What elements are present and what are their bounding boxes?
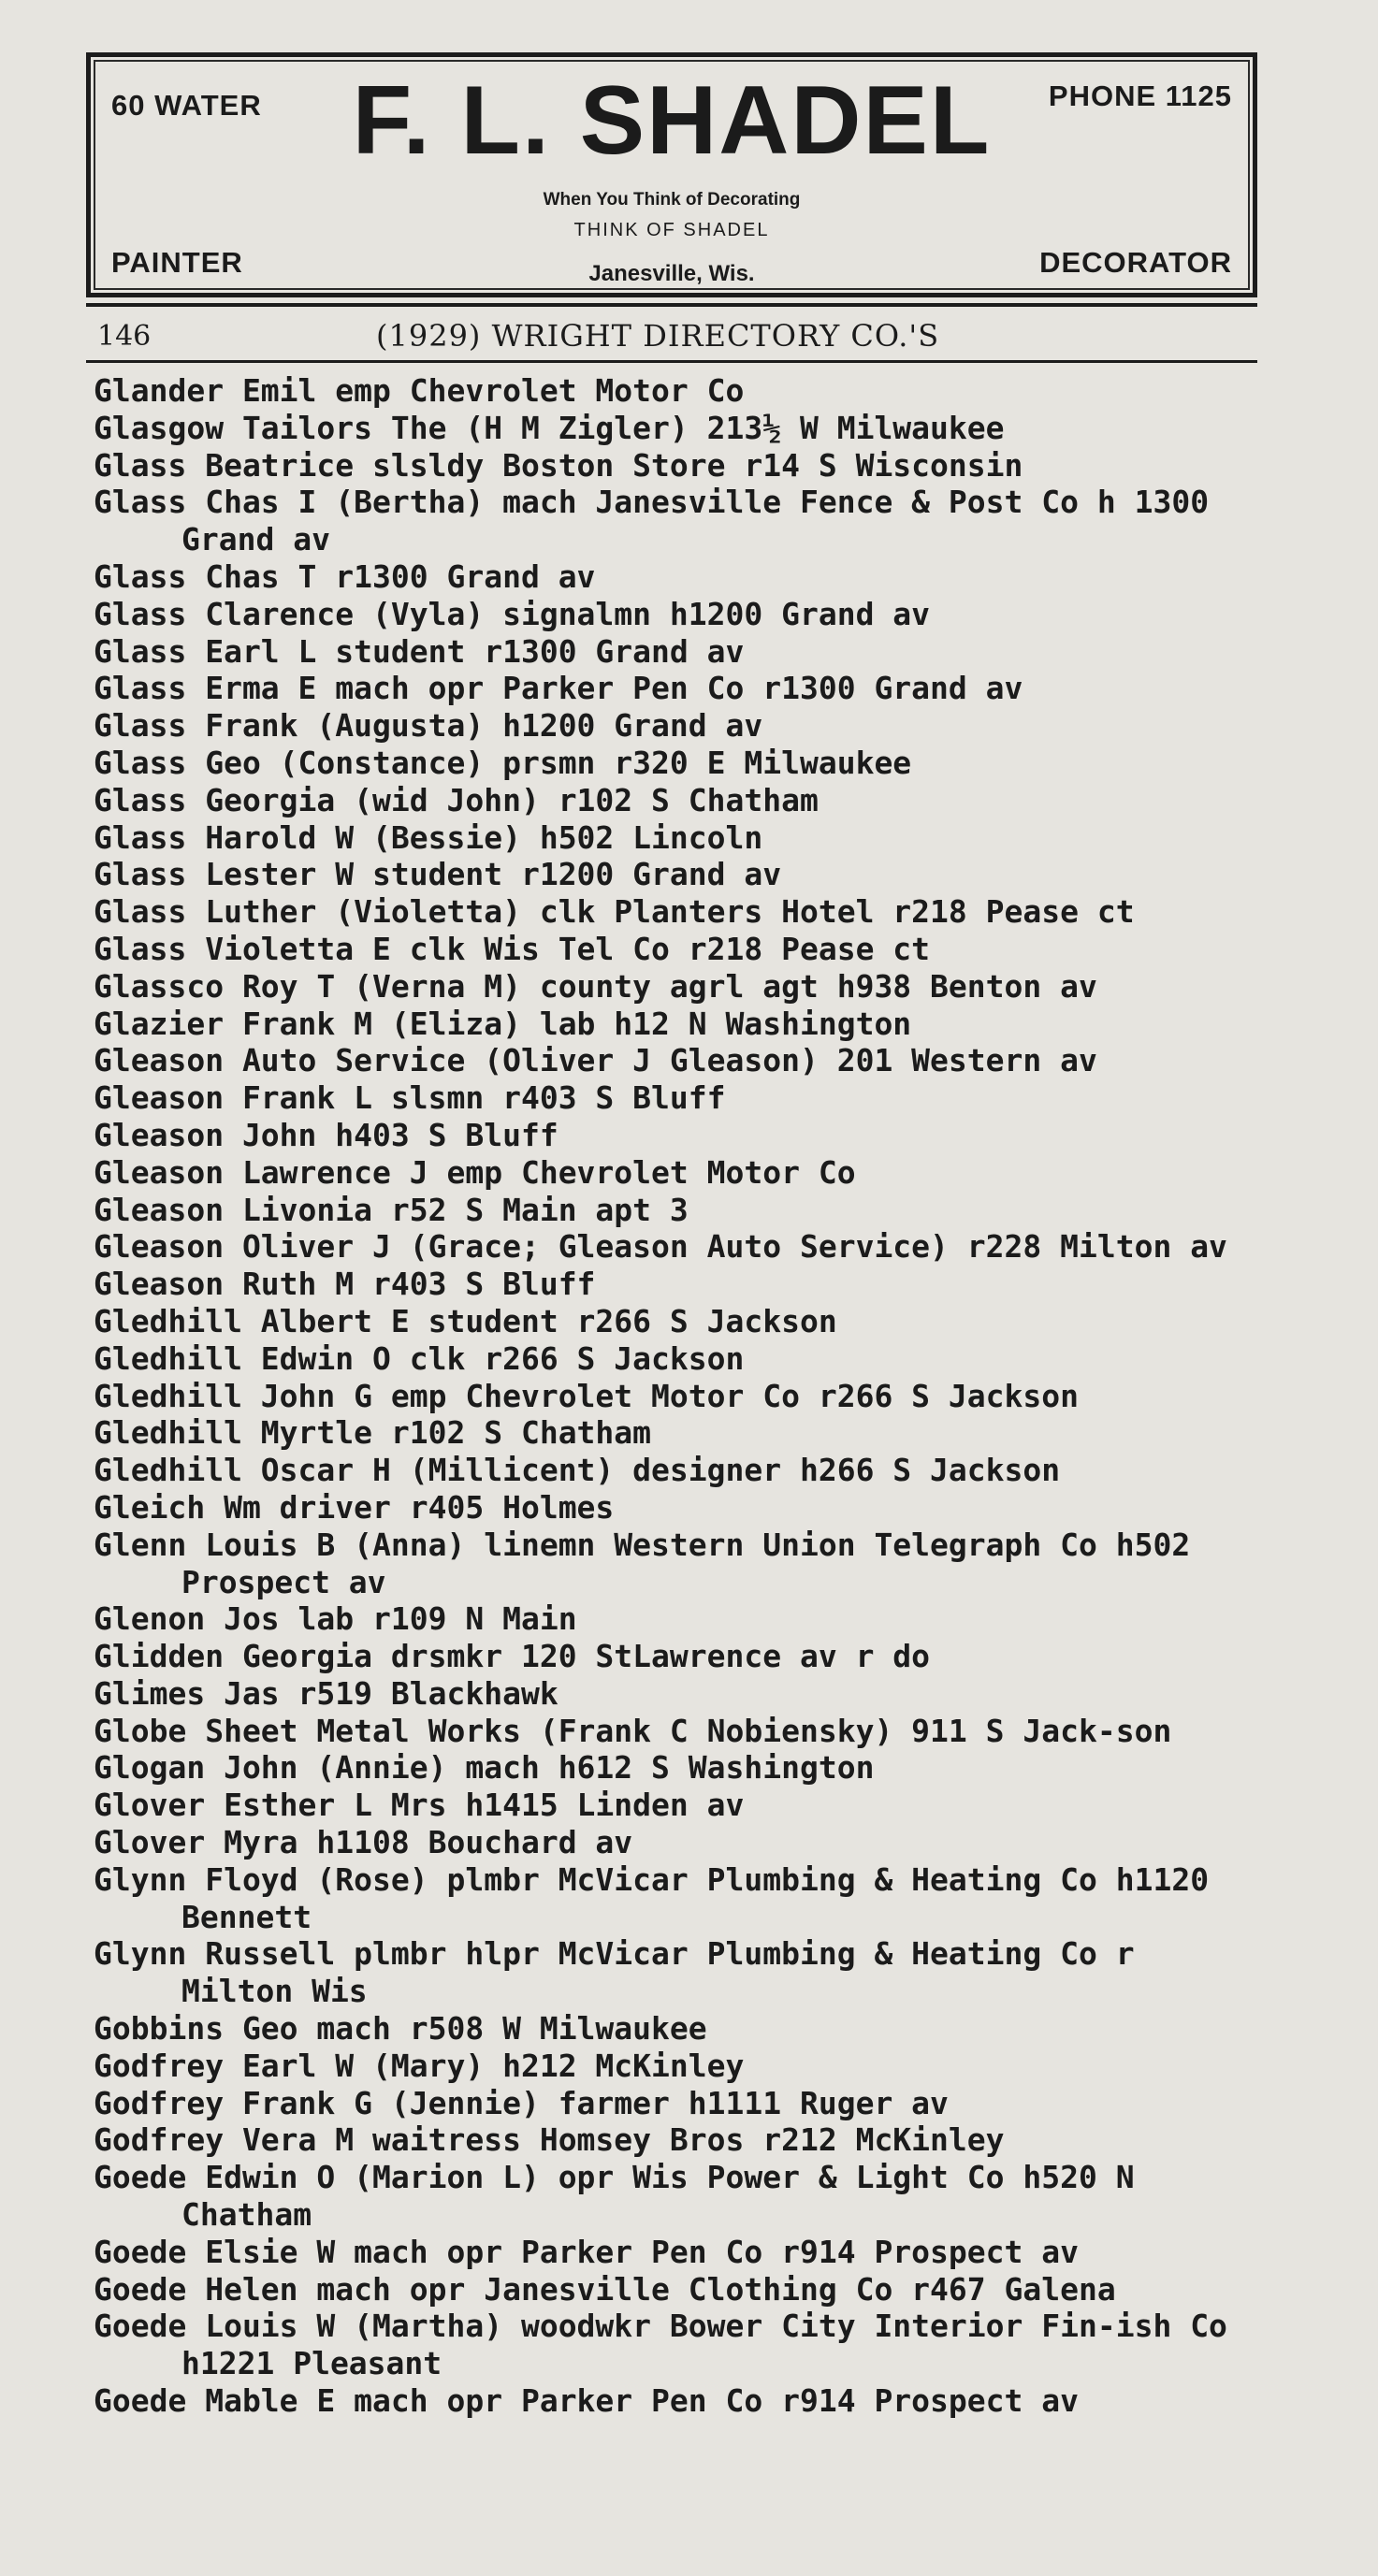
directory-entry: Goede Elsie W mach opr Parker Pen Co r914 Prospect av — [94, 2233, 1079, 2270]
directory-entry: Glimes Jas r519 Blackhawk — [94, 1674, 558, 1712]
directory-entry: Glover Myra h1108 Bouchard av — [94, 1824, 633, 1861]
page-number: 146 — [97, 320, 152, 353]
directory-entry: Glander Emil emp Chevrolet Motor Co — [94, 372, 745, 409]
ad-left-trade: PAINTER — [111, 246, 243, 279]
directory-entry: Glassco Roy T (Verna M) county agrl agt h938 Benton av — [94, 967, 1097, 1005]
directory-entry: Glass Luther (Violetta) clk Planters Hotel r218 Pease ct — [94, 893, 1135, 931]
directory-entry: Gleason Oliver J (Grace; Gleason Auto Service) r228 Milton av — [94, 1228, 1227, 1266]
directory-entry: Glidden Georgia drsmkr 120 StLawrence av r do — [94, 1638, 931, 1675]
directory-entry: Glass Frank (Augusta) h1200 Grand av — [94, 707, 763, 745]
ad-city: Janesville, Wis. — [588, 261, 755, 286]
directory-entry: Glass Chas I (Bertha) mach Janesville Fence & Post Co h 1300 Grand av — [94, 484, 1227, 558]
ad-phone: PHONE 1125 — [1048, 80, 1232, 112]
directory-entry: Glenn Louis B (Anna) linemn Western Union Telegraph Co h502 Prospect av — [94, 1526, 1210, 1600]
directory-entry: Glasgow Tailors The (H M Zigler) 213½ W Milwaukee — [94, 409, 1005, 446]
directory-entry: Glass Clarence (Vyla) signalmn h1200 Grand av — [94, 595, 931, 632]
directory-entry: Glass Erma E mach opr Parker Pen Co r1300 Grand av — [94, 670, 1023, 707]
directory-entry: Gleason John h403 S Bluff — [94, 1116, 558, 1153]
advertisement-box — [86, 52, 1257, 297]
directory-entry: Glynn Floyd (Rose) plmbr McVicar Plumbing & Heating Co h1120 Bennett — [94, 1860, 1227, 1935]
directory-entry: Glazier Frank M (Eliza) lab h12 N Washington — [94, 1005, 912, 1042]
directory-entry: Godfrey Frank G (Jennie) farmer h1111 Ruger av — [94, 2084, 949, 2121]
directory-entry: Glass Georgia (wid John) r102 S Chatham — [94, 781, 819, 818]
directory-entry: Glass Violetta E clk Wis Tel Co r218 Pease ct — [94, 930, 931, 967]
directory-entry: Goede Mable E mach opr Parker Pen Co r914 Prospect av — [94, 2382, 1079, 2420]
directory-entry: Gleason Livonia r52 S Main apt 3 — [94, 1191, 689, 1228]
ad-right-trade: DECORATOR — [1039, 246, 1232, 279]
directory-entry: Glass Lester W student r1200 Grand av — [94, 856, 782, 893]
directory-entry: Gleich Wm driver r405 Holmes — [94, 1488, 615, 1526]
ad-tagline-2: THINK OF SHADEL — [573, 220, 770, 240]
directory-entry: Gleason Ruth M r403 S Bluff — [94, 1266, 596, 1303]
directory-entry: Gledhill Oscar H (Millicent) designer h266 S Jackson — [94, 1452, 1061, 1489]
directory-title: (1929) WRIGHT DIRECTORY CO.'S — [376, 318, 940, 354]
running-header — [86, 303, 1257, 363]
directory-entry: Godfrey Earl W (Mary) h212 McKinley — [94, 2047, 745, 2084]
directory-entry: Gledhill Edwin O clk r266 S Jackson — [94, 1339, 745, 1377]
directory-entry: Gleason Frank L slsmn r403 S Bluff — [94, 1079, 726, 1117]
directory-entry: Gledhill John G emp Chevrolet Motor Co r266 S Jackson — [94, 1377, 1079, 1414]
directory-entry: Glogan John (Annie) mach h612 S Washington — [94, 1749, 875, 1787]
directory-entry: Glenon Jos lab r109 N Main — [94, 1600, 577, 1638]
ad-business-name: F. L. SHADEL — [352, 66, 992, 175]
directory-entry: Gobbins Geo mach r508 W Milwaukee — [94, 2010, 707, 2048]
directory-entry: Glass Beatrice slsldy Boston Store r14 S Wisconsin — [94, 446, 1023, 484]
directory-listing — [94, 372, 1263, 2420]
directory-entry: Glass Earl L student r1300 Grand av — [94, 632, 745, 670]
directory-entry: Goede Edwin O (Marion L) opr Wis Power & Light Co h520 N Chatham — [94, 2159, 1153, 2234]
directory-entry: Godfrey Vera M waitress Homsey Bros r212 McKinley — [94, 2121, 1005, 2159]
directory-entry: Glass Harold W (Bessie) h502 Lincoln — [94, 818, 763, 856]
directory-entry: Globe Sheet Metal Works (Frank C Nobiensky) 911 S Jack-son — [94, 1712, 1172, 1749]
directory-entry: Gledhill Myrtle r102 S Chatham — [94, 1414, 652, 1452]
directory-entry: Goede Louis W (Martha) woodwkr Bower City Interior Fin-ish Co h1221 Pleasant — [94, 2308, 1246, 2382]
directory-entry: Goede Helen mach opr Janesville Clothing Co r467 Galena — [94, 2270, 1116, 2308]
directory-entry: Glover Esther L Mrs h1415 Linden av — [94, 1787, 745, 1824]
directory-entry: Glass Chas T r1300 Grand av — [94, 557, 596, 595]
directory-entry: Gledhill Albert E student r266 S Jackson — [94, 1302, 837, 1339]
directory-entry: Glass Geo (Constance) prsmn r320 E Milwaukee — [94, 744, 912, 781]
ad-address: 60 WATER — [111, 89, 262, 122]
directory-entry: Gleason Auto Service (Oliver J Gleason) 201 Western av — [94, 1042, 1097, 1079]
ad-tagline-1: When You Think of Decorating — [543, 190, 801, 210]
directory-entry: Glynn Russell plmbr hlpr McVicar Plumbing & Heating Co r Milton Wis — [94, 1935, 1153, 2010]
directory-entry: Gleason Lawrence J emp Chevrolet Motor Co — [94, 1153, 856, 1191]
